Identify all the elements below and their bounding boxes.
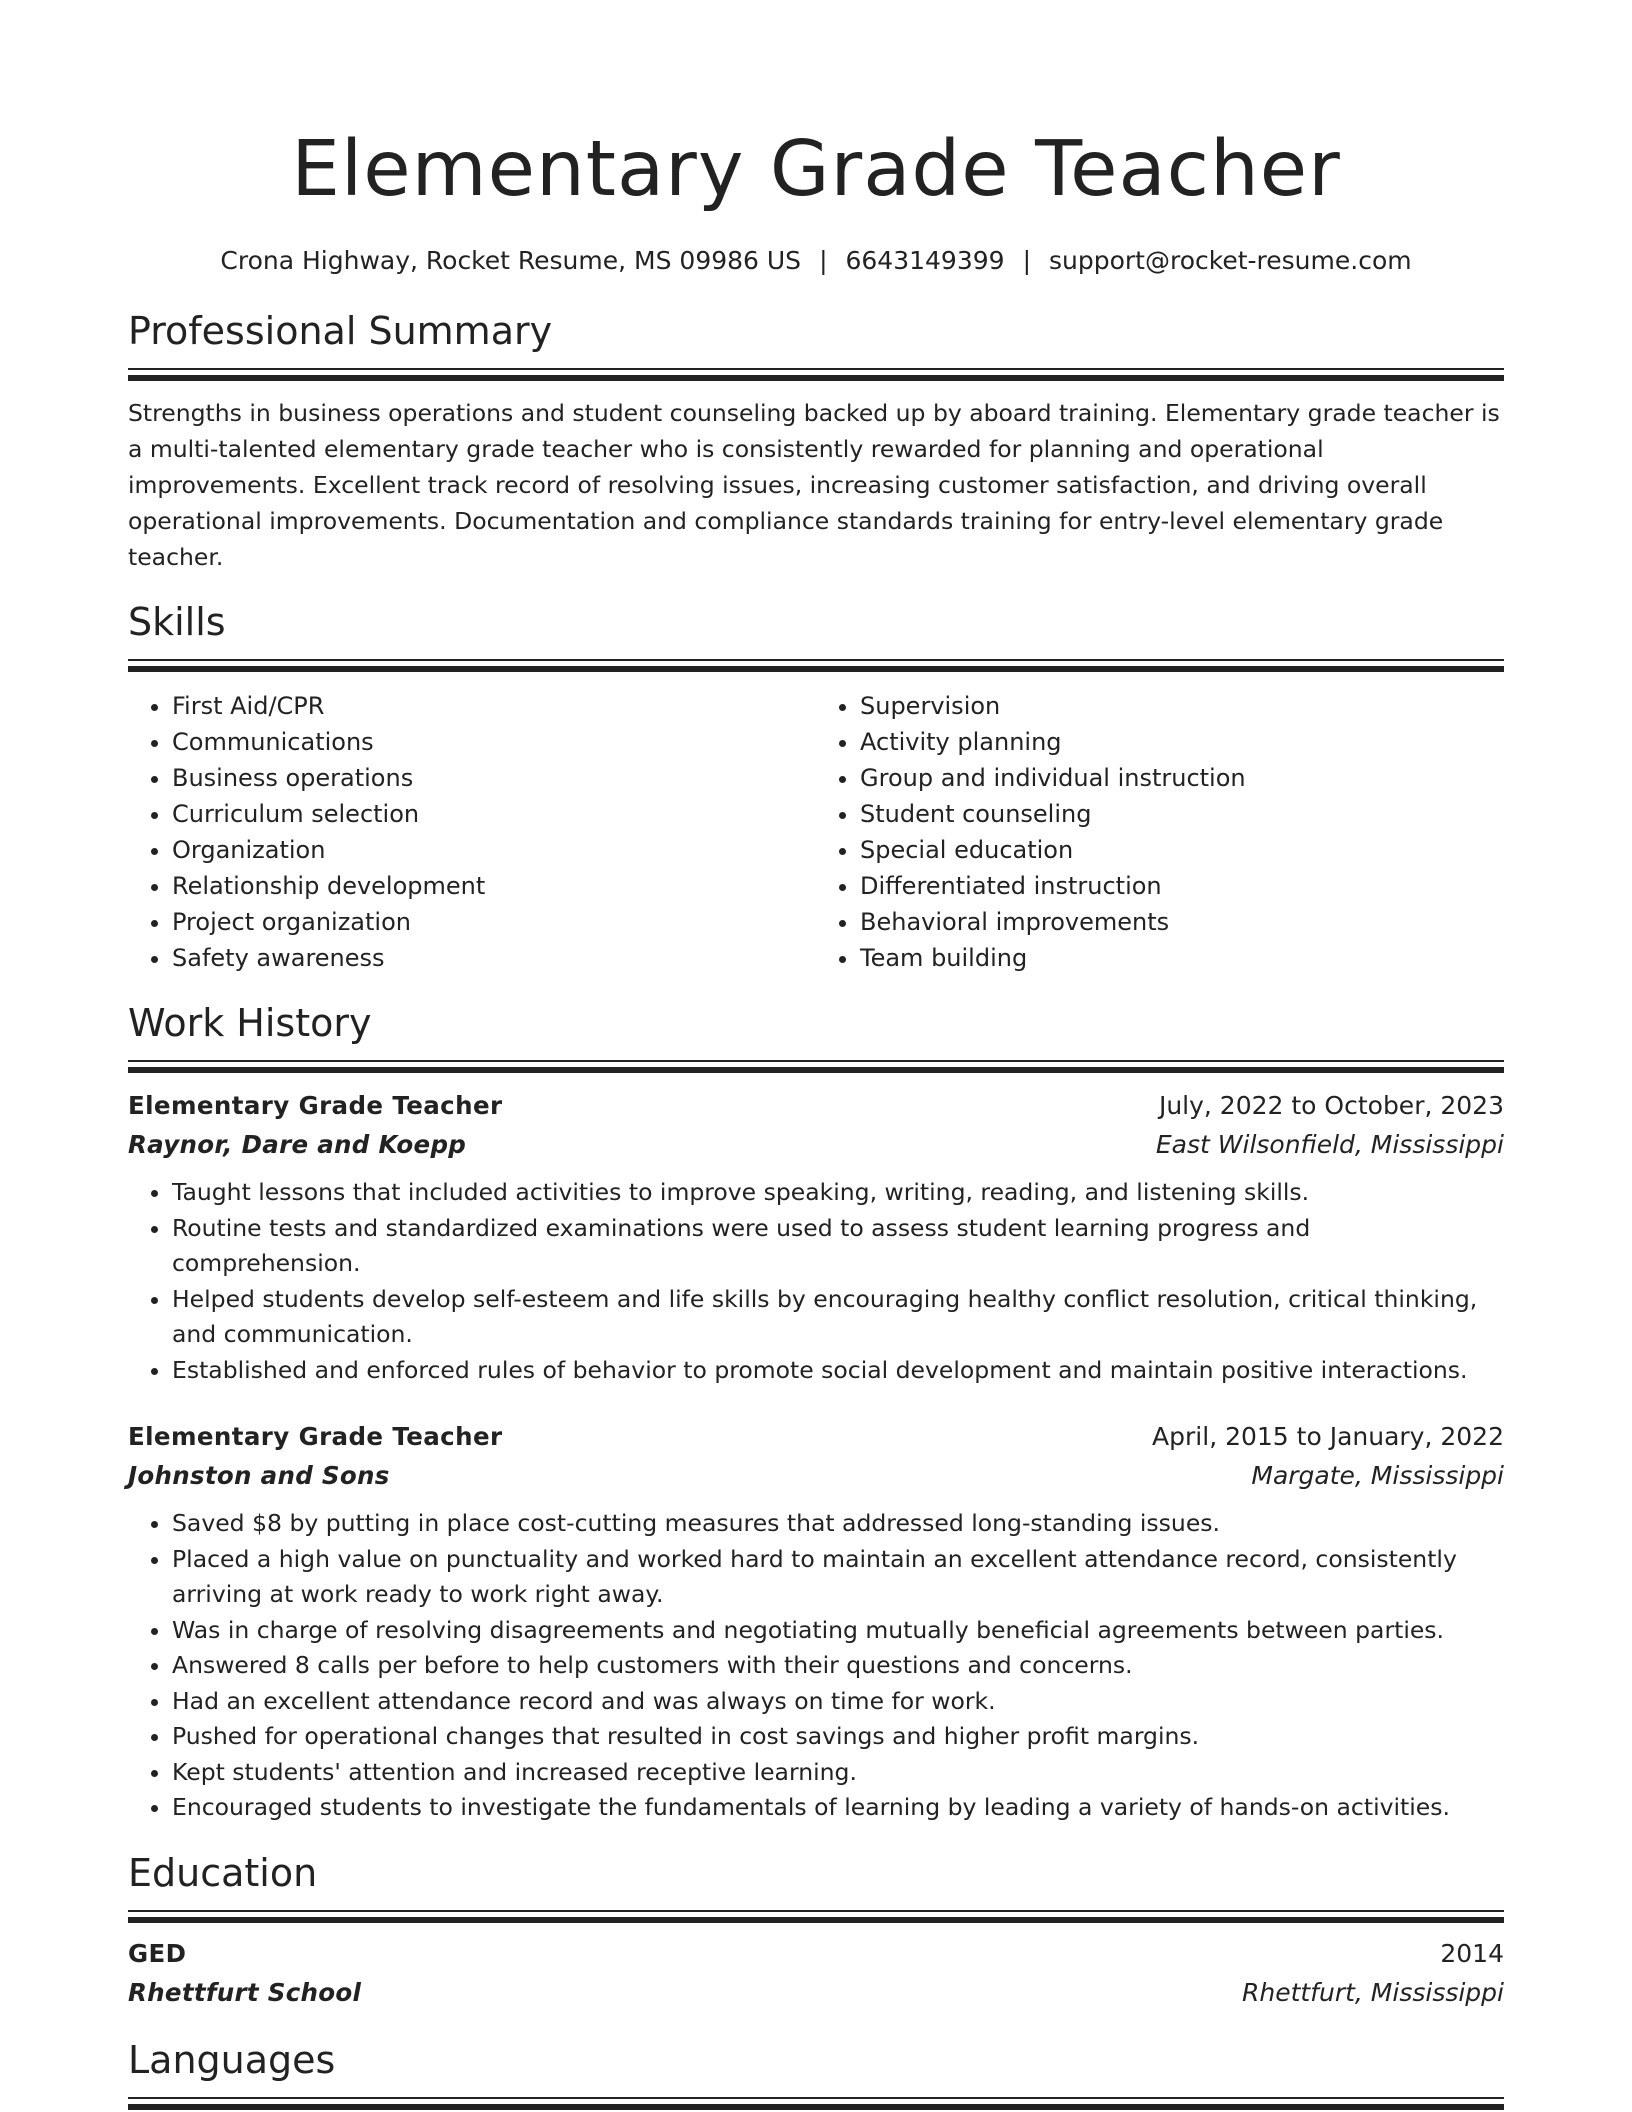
skills-list-left	[128, 688, 816, 976]
section-divider	[128, 2097, 1504, 2110]
skill-item: • Project organization	[172, 904, 816, 940]
section-divider	[128, 1910, 1504, 1923]
section-title: Professional Summary	[128, 309, 553, 353]
skill-item: • Differentiated instruction	[860, 868, 1504, 904]
job-bullet: • Encouraged students to investigate the fundamentals of learning by leading a variety of hands-on activities.	[172, 1790, 1504, 1826]
job-bullet: • Helped students develop self-esteem and life skills by encouraging healthy conflict resolution, critical thinking, and communication.	[172, 1282, 1504, 1353]
education-section	[128, 1848, 1504, 2013]
job-title: Elementary Grade Teacher	[128, 1422, 503, 1451]
contact-line	[128, 244, 1504, 278]
summary-text: Strengths in business operations and student counseling backed up by aboard training. Elementary grade teacher is a multi-talented elementary grade teacher who is consistently rewarded for planning and operational improvements. Excellent track record of resolving issues, increasing customer satisfaction, and driving overall operational improvements. Documentation and compliance standards training for entry-level elementary grade teacher.	[128, 399, 1500, 571]
section-title: Education	[128, 1850, 318, 1895]
section-title: Skills	[128, 600, 226, 644]
job-bullet: • Taught lessons that included activities to improve speaking, writing, reading, and listening skills.	[172, 1175, 1504, 1211]
education-degree: GED	[128, 1938, 187, 1968]
job-bullet: • Placed a high value on punctuality and worked hard to maintain an excellent attendance record, consistently arriving at work ready to work right away.	[172, 1542, 1504, 1613]
contact-email: support@rocket-resume.com	[1049, 246, 1412, 275]
job-entry	[128, 1418, 1504, 1826]
job-bullet: • Kept students' attention and increased receptive learning.	[172, 1755, 1504, 1791]
section-divider	[128, 1060, 1504, 1073]
skill-item: • Relationship development	[172, 868, 816, 904]
job-bullet: • Answered 8 calls per before to help customers with their questions and concerns.	[172, 1648, 1504, 1684]
education-school: Rhettfurt School	[128, 1977, 362, 2007]
job-bullets	[128, 1506, 1504, 1826]
section-divider	[128, 368, 1504, 381]
education-location: Rhettfurt, Mississippi	[1241, 1977, 1504, 2007]
job-dates: April, 2015 to January, 2022	[1152, 1422, 1504, 1451]
job-bullet: • Had an excellent attendance record and was always on time for work.	[172, 1684, 1504, 1720]
job-bullet: • Routine tests and standardized examinations were used to assess student learning progress and comprehension.	[172, 1211, 1504, 1282]
section-title: Work History	[128, 1001, 372, 1045]
skill-item: • Activity planning	[860, 724, 1504, 760]
education-year: 2014	[1440, 1938, 1504, 1968]
job-bullet: • Pushed for operational changes that resulted in cost savings and higher profit margins.	[172, 1719, 1504, 1755]
skills-section	[128, 597, 1504, 976]
contact-separator: |	[1022, 246, 1031, 275]
languages-section	[128, 2035, 1504, 2110]
job-dates: July, 2022 to October, 2023	[1158, 1091, 1504, 1120]
section-title: Languages	[128, 2037, 336, 2082]
resume-name: Elementary Grade Teacher	[291, 125, 1341, 214]
skill-item: • Supervision	[860, 688, 1504, 724]
skill-item: • Business operations	[172, 760, 816, 796]
skill-item: • First Aid/CPR	[172, 688, 816, 724]
job-bullets	[128, 1175, 1504, 1388]
summary-section	[128, 306, 1504, 575]
job-company: Raynor, Dare and Koepp	[128, 1130, 467, 1159]
skill-item: • Student counseling	[860, 796, 1504, 832]
skill-item: • Special education	[860, 832, 1504, 868]
job-bullet: • Was in charge of resolving disagreements and negotiating mutually beneficial agreements between parties.	[172, 1613, 1504, 1649]
contact-separator: |	[819, 246, 828, 275]
job-bullet: • Established and enforced rules of behavior to promote social development and maintain positive interactions.	[172, 1353, 1504, 1389]
job-location: East Wilsonfield, Mississippi	[1155, 1130, 1504, 1159]
job-location: Margate, Mississippi	[1251, 1461, 1504, 1490]
contact-phone: 6643149399	[845, 246, 1005, 275]
job-entry	[128, 1087, 1504, 1388]
skill-item: • Behavioral improvements	[860, 904, 1504, 940]
section-divider	[128, 659, 1504, 672]
skill-item: • Communications	[172, 724, 816, 760]
skill-item: • Team building	[860, 940, 1504, 976]
work-history-section	[128, 998, 1504, 1826]
job-bullet: • Saved $8 by putting in place cost-cutting measures that addressed long-standing issues.	[172, 1506, 1504, 1542]
skill-item: • Group and individual instruction	[860, 760, 1504, 796]
skill-item: • Curriculum selection	[172, 796, 816, 832]
job-company: Johnston and Sons	[128, 1461, 390, 1490]
contact-address: Crona Highway, Rocket Resume, MS 09986 US	[220, 246, 802, 275]
job-title: Elementary Grade Teacher	[128, 1091, 503, 1120]
skill-item: • Organization	[172, 832, 816, 868]
skill-item: • Safety awareness	[172, 940, 816, 976]
skills-list-right	[816, 688, 1504, 976]
